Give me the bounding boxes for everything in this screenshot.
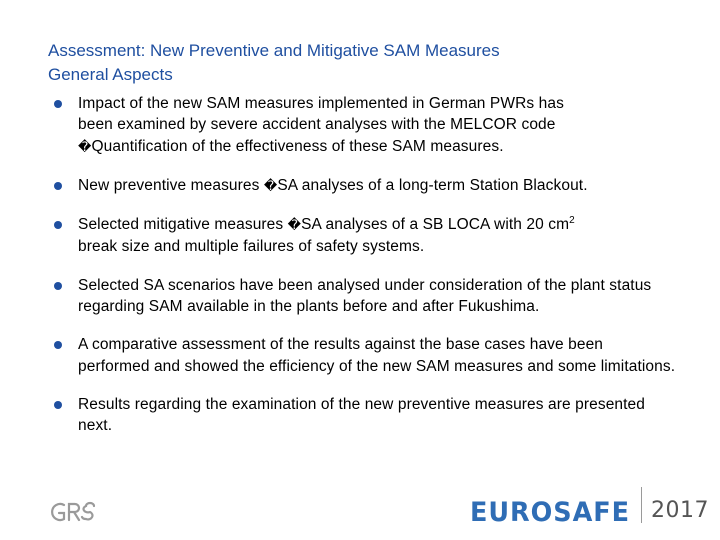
- bullet-item: [48, 93, 678, 158]
- slide-title: [48, 39, 688, 87]
- bullet-item: [48, 275, 678, 318]
- bullet-item: [48, 175, 678, 197]
- bullet-text: Quantification of the effectiveness of these SAM measures.: [91, 137, 504, 155]
- bullet-text: SA analyses of a long-term Station Blackout.: [277, 176, 588, 194]
- bullet-text: been examined by severe accident analyses with the MELCOR code: [78, 116, 556, 134]
- bullet-list: [48, 93, 678, 437]
- arrow-glyph: �: [287, 218, 302, 234]
- bullet-item: [48, 334, 678, 377]
- bullet-text: Selected SA scenarios have been analysed under consideration of the plant status regarding SAM available in the plants before and after Fukushima.: [78, 276, 652, 316]
- bullet-text: break size and multiple failures of safety systems.: [78, 238, 425, 256]
- bullet-dot-icon: [54, 221, 62, 229]
- title-line-1: Assessment: New Preventive and Mitigative SAM Measures: [48, 41, 500, 60]
- arrow-glyph: �: [263, 178, 278, 194]
- bullet-text: SA analyses of a SB LOCA with 20 cm: [301, 216, 570, 234]
- year-label: 2017: [651, 498, 709, 523]
- grs-logo: [50, 500, 100, 524]
- svg-text:EUROSAFE: EUROSAFE: [470, 497, 630, 527]
- footer-divider: [641, 487, 642, 523]
- bullet-text: Impact of the new SAM measures implemented in German PWRs has: [78, 95, 564, 112]
- bullet-text: Results regarding the examination of the new preventive measures are presented next.: [78, 395, 645, 435]
- bullet-text: New preventive measures: [78, 176, 264, 194]
- bullet-item: [48, 214, 678, 258]
- bullet-dot-icon: [54, 341, 62, 349]
- bullet-text: A comparative assessment of the results against the base cases have been performed and showed the efficiency of the new SAM measures and some limitations.: [78, 336, 676, 375]
- bullet-dot-icon: [54, 100, 62, 108]
- arrow-glyph: �: [78, 139, 92, 155]
- eurosafe-logo: [470, 493, 650, 527]
- bullet-item: [48, 394, 678, 437]
- bullet-dot-icon: [54, 182, 62, 190]
- bullet-text: Selected mitigative measures: [78, 216, 288, 234]
- superscript: 2: [569, 215, 575, 227]
- bullet-dot-icon: [54, 282, 62, 290]
- bullet-dot-icon: [54, 401, 62, 409]
- title-line-2: General Aspects: [48, 65, 173, 84]
